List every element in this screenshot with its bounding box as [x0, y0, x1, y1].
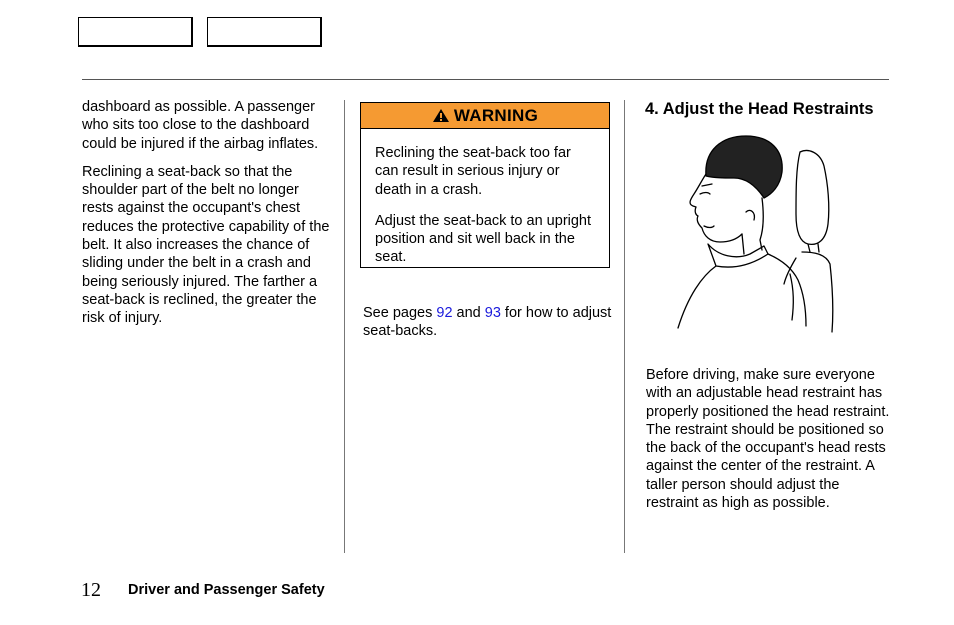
- page-number: 12: [81, 579, 101, 601]
- see-pages-note: [363, 304, 613, 341]
- warning-paragraph: Reclining the seat-back too far can result in serious injury or death in a crash.: [375, 145, 571, 198]
- page-93-link[interactable]: 93: [484, 305, 501, 321]
- column-divider-left: [344, 100, 345, 553]
- see-pages-suffix: for how to adjust seat-backs.: [363, 305, 612, 340]
- warning-triangle-icon: [432, 108, 450, 123]
- warning-header: [361, 103, 609, 129]
- head-restraint-illustration: [672, 128, 852, 338]
- section-heading: 4. Adjust the Head Restraints: [645, 100, 874, 118]
- see-pages-prefix: See pages: [363, 305, 437, 321]
- page-92-link[interactable]: 92: [436, 305, 453, 321]
- column-divider-right: [624, 100, 625, 553]
- warning-body: [361, 129, 609, 267]
- header-divider: [82, 79, 889, 80]
- footer-section-title: Driver and Passenger Safety: [128, 582, 325, 598]
- right-column: [646, 366, 891, 522]
- warning-title: WARNING: [453, 106, 539, 125]
- warning-box: [360, 102, 610, 268]
- previous-page-button[interactable]: [78, 17, 193, 47]
- left-column: [82, 98, 332, 338]
- see-pages-middle: and: [452, 305, 485, 321]
- paragraph: dashboard as possible. A passenger who sits too close to the dashboard could be injured if the airbag inflates.: [82, 99, 319, 152]
- warning-paragraph: Adjust the seat-back to an upright position and sit well back in the seat.: [375, 212, 592, 266]
- paragraph: Reclining a seat-back so that the shoulder part of the belt no longer rests against the occupant's chest reduces the protective capability of the belt. It also increases the chance of sliding under the belt in a crash and being seriously injured. The farther a seat-back is reclined, the greater the risk of injury.: [82, 163, 330, 327]
- next-page-button[interactable]: [207, 17, 322, 47]
- paragraph: Before driving, make sure everyone with an adjustable head restraint has properly positioned the head restraint. The restraint should be positioned so the back of the occupant's head rests against the center of the restraint. A taller person should adjust the restraint as high as possible.: [646, 367, 890, 512]
